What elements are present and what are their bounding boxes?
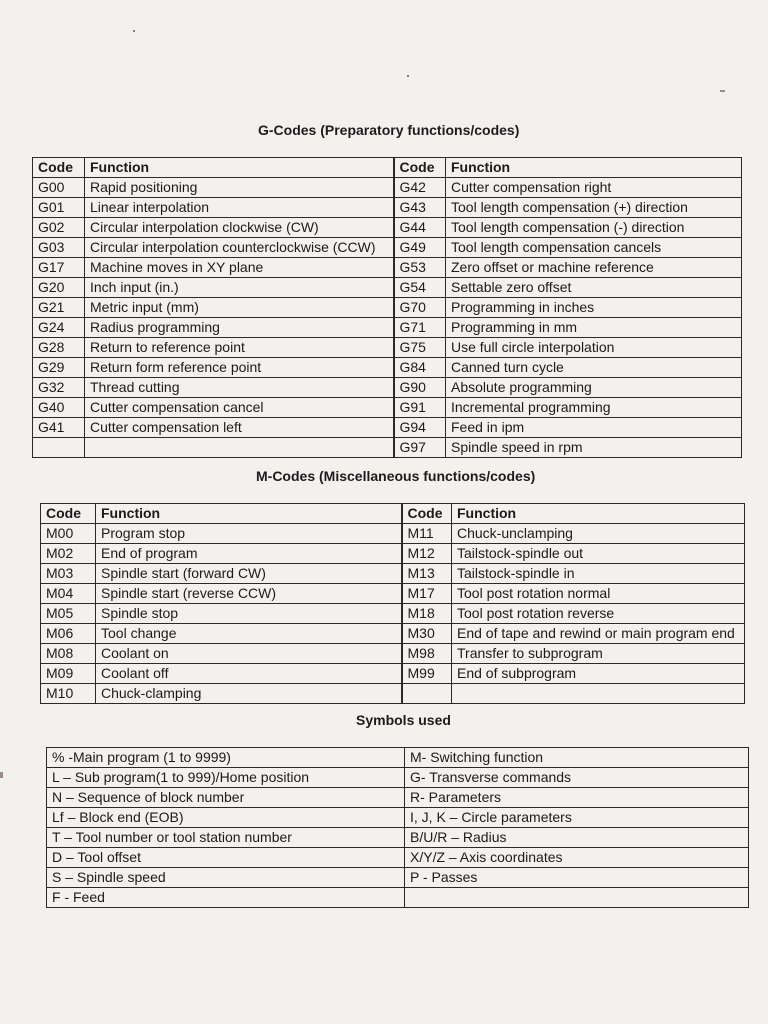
function-cell: Tool length compensation (+) direction — [446, 198, 742, 218]
paper-speck — [133, 30, 135, 32]
function-cell: Incremental programming — [446, 398, 742, 418]
paper-mark — [720, 90, 725, 92]
table-row — [33, 378, 742, 398]
code-cell: G84 — [394, 358, 446, 378]
code-cell — [33, 438, 85, 458]
function-cell — [452, 684, 745, 704]
code-cell: M03 — [41, 564, 96, 584]
header-code: Code — [41, 504, 96, 524]
code-cell: M05 — [41, 604, 96, 624]
function-cell: Coolant on — [96, 644, 402, 664]
function-cell: Tool post rotation reverse — [452, 604, 745, 624]
code-cell: G44 — [394, 218, 446, 238]
function-cell: Circular interpolation clockwise (CW) — [85, 218, 394, 238]
symbol-cell: I, J, K – Circle parameters — [405, 808, 749, 828]
table-row — [47, 828, 749, 848]
function-cell: Spindle stop — [96, 604, 402, 624]
function-cell: Return form reference point — [85, 358, 394, 378]
table-row — [33, 398, 742, 418]
function-cell: Spindle start (forward CW) — [96, 564, 402, 584]
code-cell: G71 — [394, 318, 446, 338]
code-cell: M06 — [41, 624, 96, 644]
function-cell: Linear interpolation — [85, 198, 394, 218]
code-cell: G53 — [394, 258, 446, 278]
symbol-cell: S – Spindle speed — [47, 868, 405, 888]
code-cell: G28 — [33, 338, 85, 358]
table-row — [47, 868, 749, 888]
table-row — [33, 218, 742, 238]
code-cell: M11 — [402, 524, 452, 544]
table-row — [33, 418, 742, 438]
table-row — [41, 604, 745, 624]
symbol-cell: F - Feed — [47, 888, 405, 908]
code-cell: G29 — [33, 358, 85, 378]
function-cell: Cutter compensation left — [85, 418, 394, 438]
code-cell: M08 — [41, 644, 96, 664]
function-cell: Chuck-clamping — [96, 684, 402, 704]
function-cell: Chuck-unclamping — [452, 524, 745, 544]
code-cell: G42 — [394, 178, 446, 198]
table-row — [41, 624, 745, 644]
table-row — [33, 238, 742, 258]
symbol-cell: Lf – Block end (EOB) — [47, 808, 405, 828]
symbol-cell: B/U/R – Radius — [405, 828, 749, 848]
header-function: Function — [85, 158, 394, 178]
code-cell: M09 — [41, 664, 96, 684]
symbol-cell: D – Tool offset — [47, 848, 405, 868]
table-row — [33, 198, 742, 218]
code-cell: G43 — [394, 198, 446, 218]
code-cell: G20 — [33, 278, 85, 298]
gcodes-header-row — [33, 158, 742, 178]
table-row — [33, 178, 742, 198]
code-cell: G94 — [394, 418, 446, 438]
code-cell: G91 — [394, 398, 446, 418]
header-code: Code — [394, 158, 446, 178]
table-row — [47, 808, 749, 828]
table-row — [41, 684, 745, 704]
function-cell: Tool length compensation cancels — [446, 238, 742, 258]
table-row — [33, 338, 742, 358]
code-cell: G70 — [394, 298, 446, 318]
code-cell: G17 — [33, 258, 85, 278]
symbol-cell: M- Switching function — [405, 748, 749, 768]
function-cell: Metric input (mm) — [85, 298, 394, 318]
function-cell: End of tape and rewind or main program end — [452, 624, 745, 644]
table-row — [47, 748, 749, 768]
code-cell: M98 — [402, 644, 452, 664]
code-cell: M02 — [41, 544, 96, 564]
header-function: Function — [96, 504, 402, 524]
code-cell: G02 — [33, 218, 85, 238]
code-cell: G54 — [394, 278, 446, 298]
code-cell: M30 — [402, 624, 452, 644]
function-cell — [85, 438, 394, 458]
table-row — [33, 298, 742, 318]
code-cell: G03 — [33, 238, 85, 258]
code-cell: M18 — [402, 604, 452, 624]
function-cell: Programming in inches — [446, 298, 742, 318]
function-cell: Use full circle interpolation — [446, 338, 742, 358]
paper-speck — [407, 75, 409, 77]
function-cell: Transfer to subprogram — [452, 644, 745, 664]
symbol-cell: L – Sub program(1 to 999)/Home position — [47, 768, 405, 788]
function-cell: Rapid positioning — [85, 178, 394, 198]
code-cell: M00 — [41, 524, 96, 544]
function-cell: Circular interpolation counterclockwise (CCW) — [85, 238, 394, 258]
mcodes-header-row — [41, 504, 745, 524]
table-row — [47, 768, 749, 788]
code-cell: G01 — [33, 198, 85, 218]
code-cell: M04 — [41, 584, 96, 604]
code-cell: G75 — [394, 338, 446, 358]
table-row — [41, 644, 745, 664]
code-cell: G24 — [33, 318, 85, 338]
code-cell — [402, 684, 452, 704]
function-cell: Settable zero offset — [446, 278, 742, 298]
function-cell: Zero offset or machine reference — [446, 258, 742, 278]
symbol-cell: G- Transverse commands — [405, 768, 749, 788]
gcodes-title: G-Codes (Preparatory functions/codes) — [258, 122, 520, 138]
function-cell: End of program — [96, 544, 402, 564]
table-row — [33, 438, 742, 458]
code-cell: M13 — [402, 564, 452, 584]
symbol-cell: R- Parameters — [405, 788, 749, 808]
table-row — [33, 278, 742, 298]
function-cell: Coolant off — [96, 664, 402, 684]
table-row — [47, 848, 749, 868]
symbol-cell: % -Main program (1 to 9999) — [47, 748, 405, 768]
table-row — [33, 318, 742, 338]
function-cell: Program stop — [96, 524, 402, 544]
function-cell: End of subprogram — [452, 664, 745, 684]
symbol-cell: T – Tool number or tool station number — [47, 828, 405, 848]
header-code: Code — [402, 504, 452, 524]
function-cell: Return to reference point — [85, 338, 394, 358]
table-row — [41, 584, 745, 604]
code-cell: G90 — [394, 378, 446, 398]
code-cell: G32 — [33, 378, 85, 398]
function-cell: Machine moves in XY plane — [85, 258, 394, 278]
function-cell: Spindle speed in rpm — [446, 438, 742, 458]
symbols-title: Symbols used — [356, 712, 451, 728]
table-row — [41, 564, 745, 584]
code-cell: G41 — [33, 418, 85, 438]
function-cell: Tool change — [96, 624, 402, 644]
header-code: Code — [33, 158, 85, 178]
table-row — [41, 524, 745, 544]
symbol-cell: X/Y/Z – Axis coordinates — [405, 848, 749, 868]
mcodes-title: M-Codes (Miscellaneous functions/codes) — [256, 468, 536, 484]
table-row — [33, 358, 742, 378]
function-cell: Radius programming — [85, 318, 394, 338]
function-cell: Tailstock-spindle out — [452, 544, 745, 564]
function-cell: Thread cutting — [85, 378, 394, 398]
table-row — [41, 544, 745, 564]
paper-mark — [0, 772, 3, 778]
code-cell: G97 — [394, 438, 446, 458]
gcodes-table — [32, 157, 742, 458]
function-cell: Tool length compensation (-) direction — [446, 218, 742, 238]
function-cell: Cutter compensation cancel — [85, 398, 394, 418]
function-cell: Canned turn cycle — [446, 358, 742, 378]
function-cell: Spindle start (reverse CCW) — [96, 584, 402, 604]
function-cell: Programming in mm — [446, 318, 742, 338]
symbol-cell: P - Passes — [405, 868, 749, 888]
code-cell: M99 — [402, 664, 452, 684]
code-cell: G00 — [33, 178, 85, 198]
function-cell: Tool post rotation normal — [452, 584, 745, 604]
table-row — [33, 258, 742, 278]
table-row — [47, 888, 749, 908]
function-cell: Tailstock-spindle in — [452, 564, 745, 584]
header-function: Function — [446, 158, 742, 178]
code-cell: G40 — [33, 398, 85, 418]
table-row — [47, 788, 749, 808]
symbol-cell: N – Sequence of block number — [47, 788, 405, 808]
function-cell: Absolute programming — [446, 378, 742, 398]
code-cell: M12 — [402, 544, 452, 564]
function-cell: Cutter compensation right — [446, 178, 742, 198]
table-row — [41, 664, 745, 684]
code-cell: M10 — [41, 684, 96, 704]
function-cell: Feed in ipm — [446, 418, 742, 438]
code-cell: M17 — [402, 584, 452, 604]
mcodes-table — [40, 503, 745, 704]
header-function: Function — [452, 504, 745, 524]
symbol-cell — [405, 888, 749, 908]
symbols-table — [46, 747, 749, 908]
code-cell: G21 — [33, 298, 85, 318]
function-cell: Inch input (in.) — [85, 278, 394, 298]
code-cell: G49 — [394, 238, 446, 258]
